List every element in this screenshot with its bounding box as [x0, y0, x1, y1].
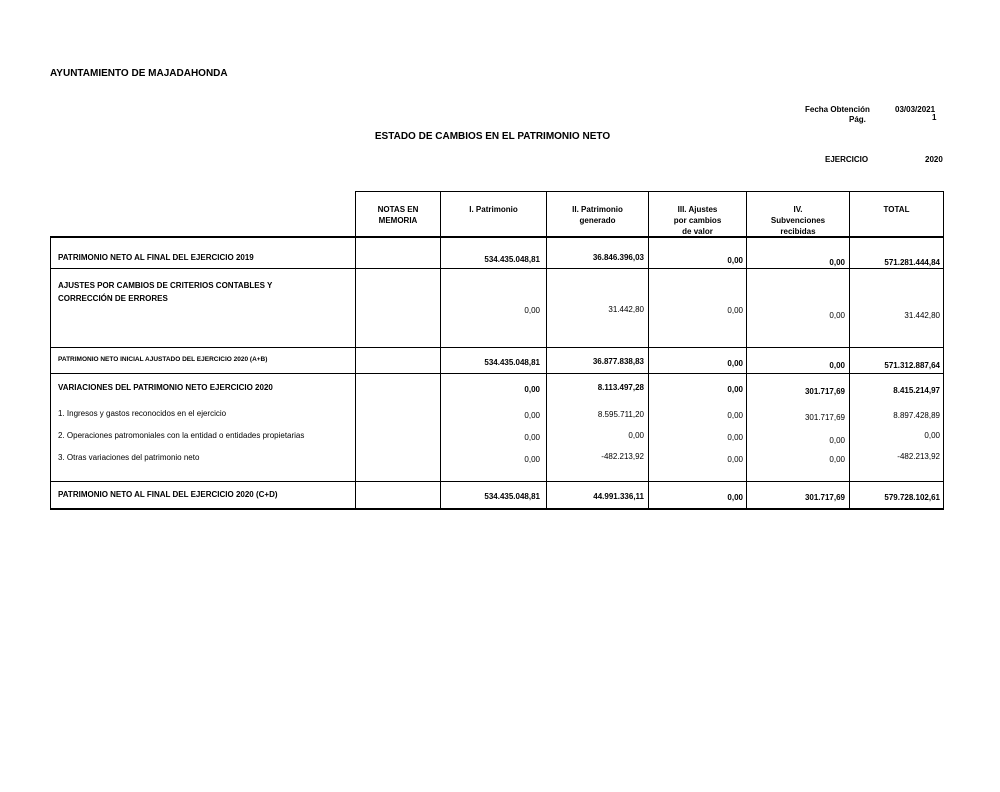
- row-label: 2. Operaciones patromoniales con la entidad o entidades propietarias: [58, 431, 305, 440]
- cell-subvenciones: 301.717,69: [804, 493, 845, 502]
- row-label: 3. Otras variaciones del patrimonio neto: [58, 453, 200, 462]
- cell-subvenciones: 0,00: [829, 258, 845, 267]
- cell-patrimonio: 0,00: [524, 385, 540, 394]
- column-border: [50, 236, 51, 510]
- cell-ajustes: 0,00: [727, 411, 743, 420]
- cell-patrimonio-generado: 36.846.396,03: [592, 253, 644, 262]
- column-header-subvenciones: IV. Subvenciones recibidas: [770, 205, 826, 236]
- cell-patrimonio: 0,00: [524, 411, 540, 420]
- row-label: 1. Ingresos y gastos reconocidos en el ejercicio: [58, 409, 227, 418]
- page-title: ESTADO DE CAMBIOS EN EL PATRIMONIO NETO: [374, 131, 611, 142]
- cell-patrimonio-generado: -482.213,92: [601, 452, 644, 461]
- cell-patrimonio: 534.435.048,81: [484, 358, 540, 367]
- cell-patrimonio-generado: 0,00: [628, 431, 644, 440]
- cell-subvenciones: 301.717,69: [804, 413, 845, 422]
- column-header-ajustes: III. Ajustes por cambios de valor: [673, 205, 722, 236]
- cell-ajustes: 0,00: [727, 385, 743, 394]
- cell-ajustes: 0,00: [727, 493, 743, 502]
- fecha-obtencion-value: 03/03/2021: [895, 105, 936, 114]
- cell-ajustes: 0,00: [727, 256, 743, 265]
- cell-total: 8.415.214,97: [893, 386, 940, 395]
- cell-patrimonio: 0,00: [524, 306, 540, 315]
- fecha-obtencion-label: Fecha Obtención: [805, 105, 870, 114]
- row-label: AJUSTES POR CAMBIOS DE CRITERIOS CONTABLES Y CORRECCIÓN DE ERRORES: [58, 281, 273, 303]
- cell-ajustes: 0,00: [727, 359, 743, 368]
- ejercicio-label: EJERCICIO: [825, 155, 869, 164]
- cell-patrimonio-generado: 31.442,80: [608, 305, 644, 314]
- column-border: [440, 191, 441, 510]
- cell-patrimonio-generado: 44.991.336,11: [593, 492, 644, 501]
- row-label: PATRIMONIO NETO AL FINAL DEL EJERCICIO 2019: [58, 253, 254, 262]
- row-label: PATRIMONIO NETO INICIAL AJUSTADO DEL EJERCICIO 2020 (A+B): [58, 356, 268, 363]
- row-label: PATRIMONIO NETO AL FINAL DEL EJERCICIO 2020 (C+D): [58, 490, 278, 499]
- cell-ajustes: 0,00: [727, 433, 743, 442]
- cell-patrimonio: 0,00: [524, 455, 540, 464]
- page-number: 1: [932, 113, 937, 122]
- column-border: [355, 191, 356, 510]
- cell-patrimonio-generado: 36.877.838,83: [592, 357, 644, 366]
- cell-patrimonio: 0,00: [524, 433, 540, 442]
- cell-ajustes: 0,00: [727, 306, 743, 315]
- page-label: Pág.: [849, 115, 866, 124]
- column-header-notas: NOTAS EN MEMORIA: [377, 205, 419, 225]
- row-separator: [50, 373, 944, 374]
- ejercicio-value: 2020: [925, 155, 943, 164]
- table-bottom-border: [50, 508, 944, 510]
- row-label: VARIACIONES DEL PATRIMONIO NETO EJERCICIO 2020: [58, 383, 273, 392]
- column-border: [849, 191, 850, 510]
- column-border: [746, 191, 747, 510]
- cell-total: 0,00: [924, 431, 940, 440]
- cell-subvenciones: 0,00: [829, 311, 845, 320]
- cell-patrimonio-generado: 8.595.711,20: [597, 410, 644, 419]
- cell-patrimonio-generado: 8.113.497,28: [597, 383, 644, 392]
- cell-patrimonio: 534.435.048,81: [484, 492, 540, 501]
- column-border: [943, 191, 944, 510]
- cell-subvenciones: 0,00: [829, 455, 845, 464]
- cell-total: 579.728.102,61: [884, 493, 940, 502]
- cell-total: 31.442,80: [904, 311, 940, 320]
- table-top-border: [355, 191, 944, 192]
- cell-patrimonio: 534.435.048,81: [484, 255, 540, 264]
- cell-total: 8.897.428,89: [893, 411, 940, 420]
- cell-ajustes: 0,00: [727, 455, 743, 464]
- cell-subvenciones: 0,00: [829, 361, 845, 370]
- row-separator: [50, 268, 944, 269]
- row-separator: [50, 481, 944, 482]
- column-border: [648, 191, 649, 510]
- cell-subvenciones: 0,00: [829, 436, 845, 445]
- cell-subvenciones: 301.717,69: [804, 387, 845, 396]
- cell-total: -482.213,92: [897, 452, 940, 461]
- row-separator: [50, 347, 944, 348]
- column-header-total: TOTAL: [883, 205, 910, 214]
- cell-total: 571.281.444,84: [884, 258, 940, 267]
- organization-name: AYUNTAMIENTO DE MAJADAHONDA: [50, 68, 228, 79]
- column-border: [546, 191, 547, 510]
- cell-total: 571.312.887,64: [884, 361, 940, 370]
- column-header-patrimonio: I. Patrimonio: [469, 205, 518, 214]
- column-header-patrimonio-generado: II. Patrimonio generado: [572, 205, 623, 225]
